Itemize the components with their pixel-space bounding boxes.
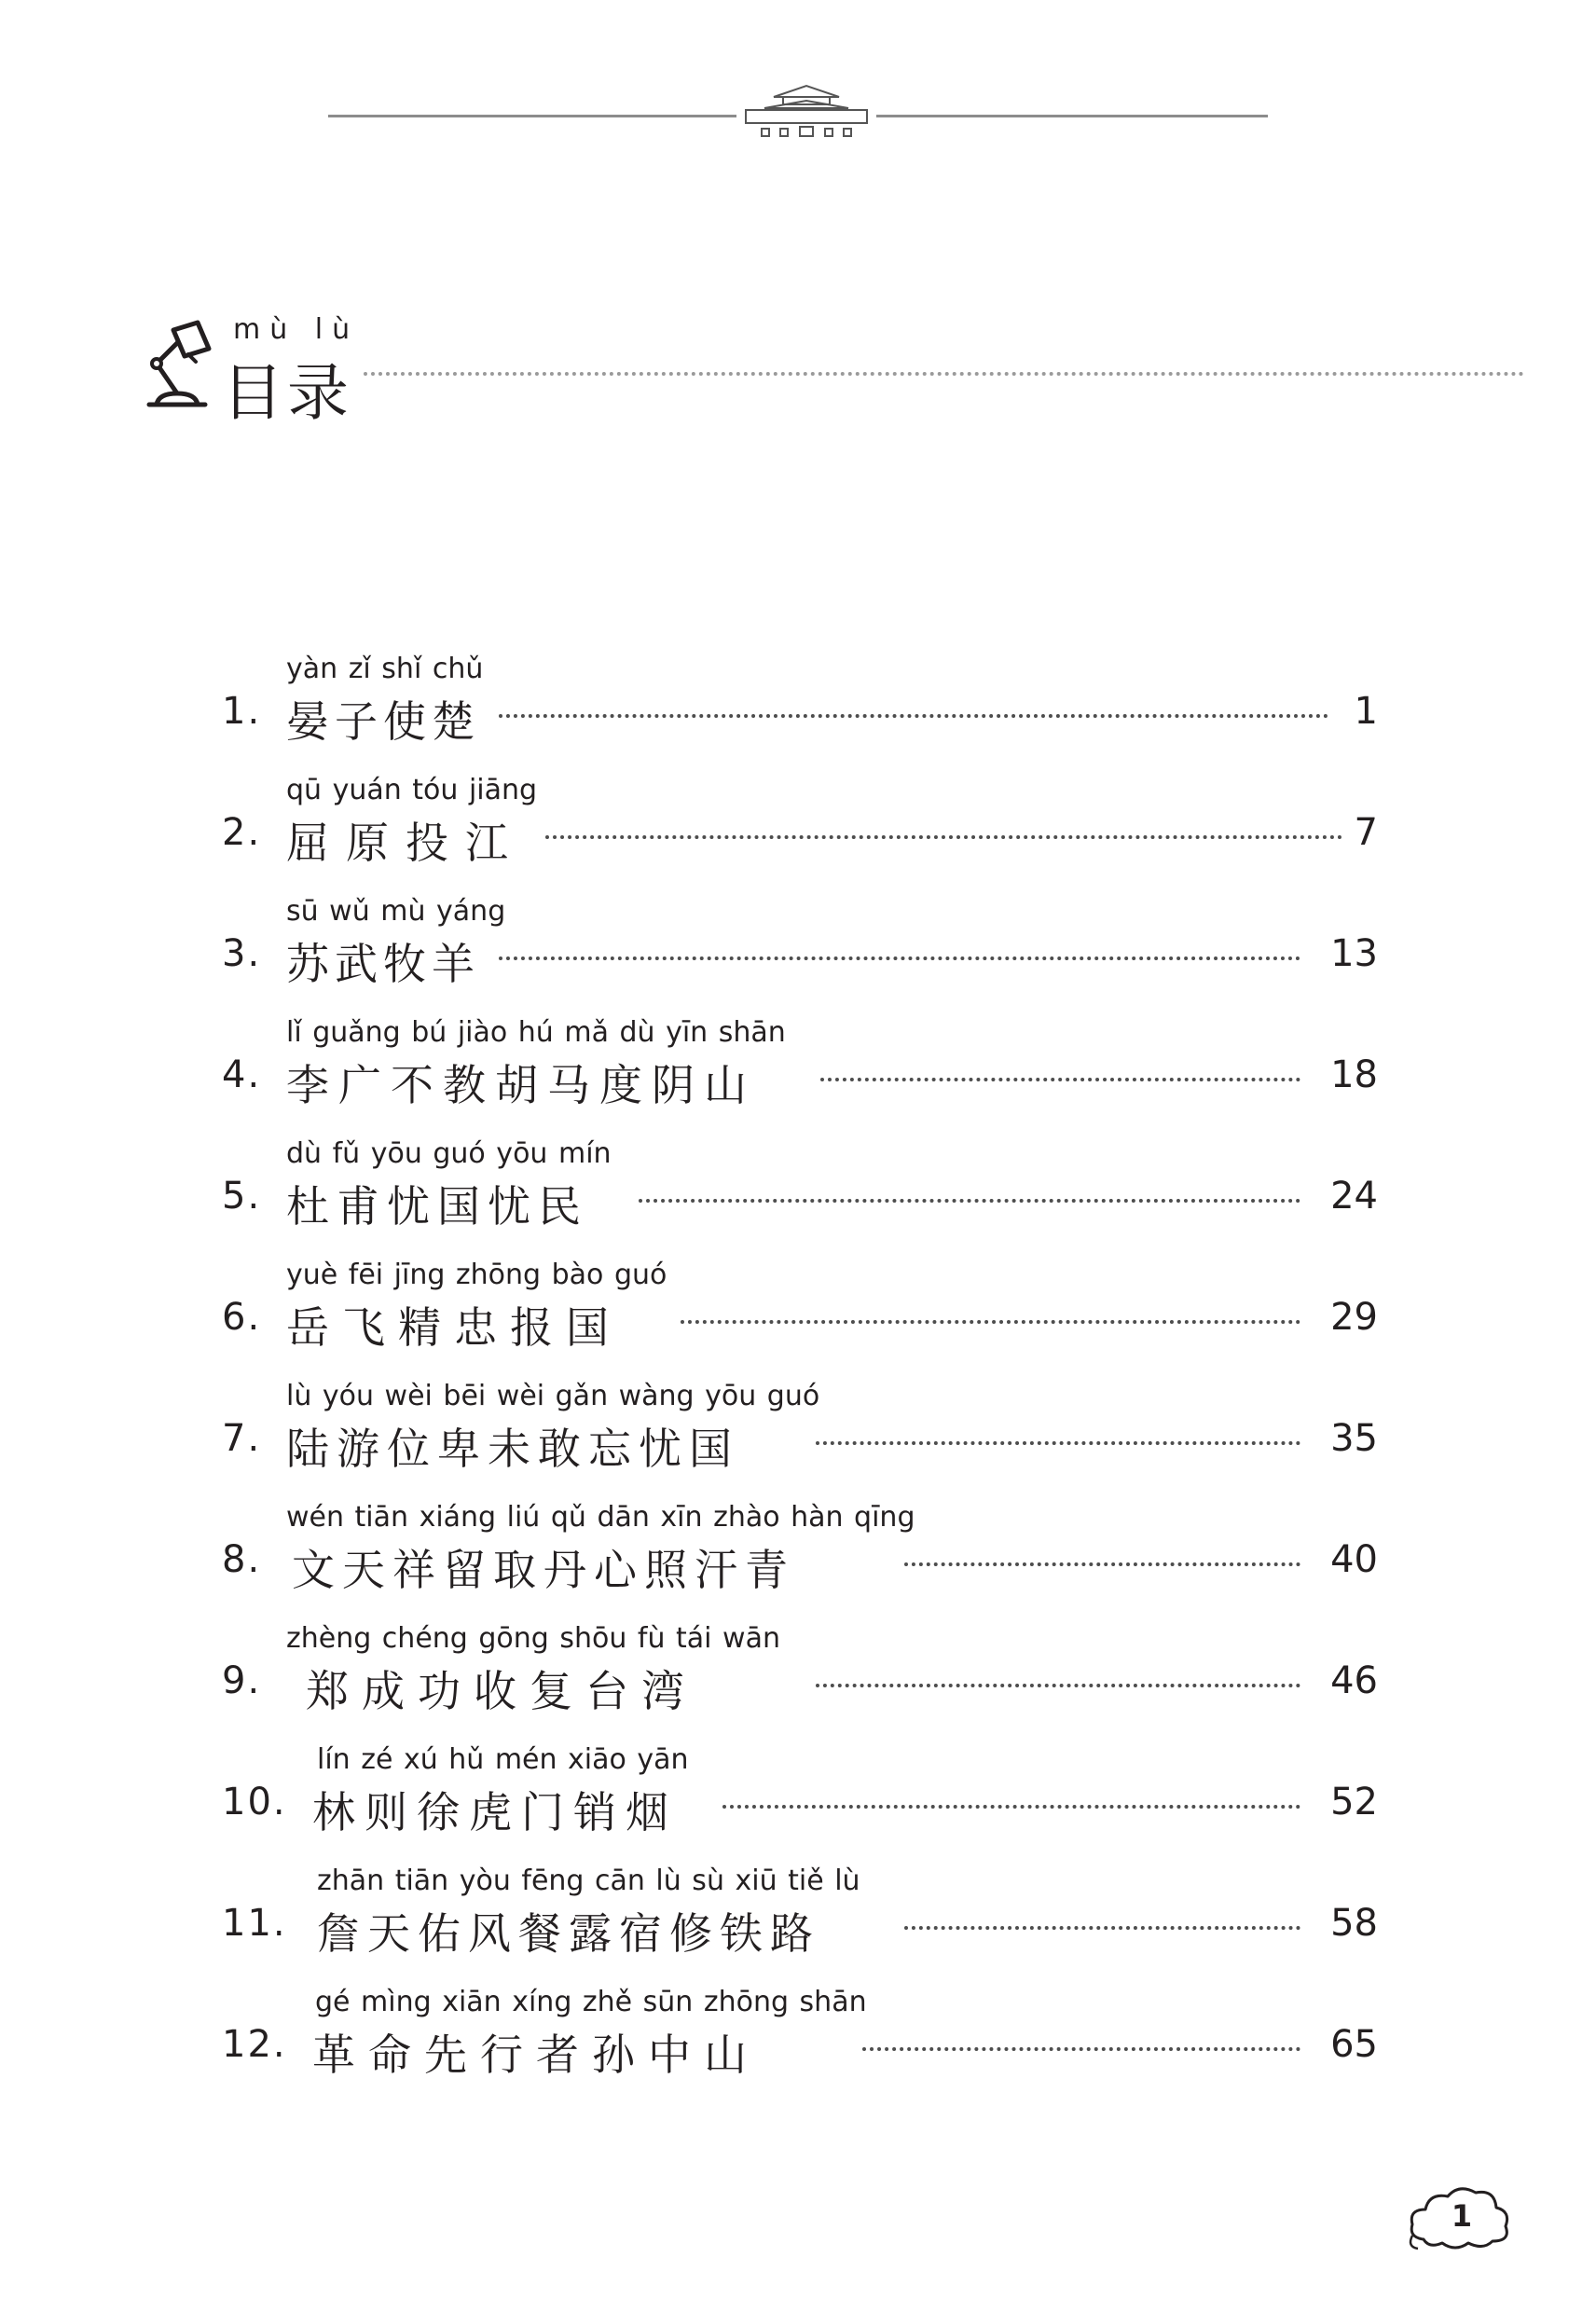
dot-leader	[904, 1926, 1300, 1930]
dot-leader	[639, 1199, 1300, 1203]
dot-leader	[545, 835, 1342, 839]
toc-entry[interactable]	[0, 653, 1596, 774]
entry-title: 李广不教胡马度阴山	[286, 1060, 756, 1110]
entry-number: 6.	[222, 1296, 262, 1339]
entry-number: 5.	[222, 1175, 262, 1218]
toc-entry[interactable]	[0, 1622, 1596, 1743]
toc-entry[interactable]	[0, 895, 1596, 1016]
entry-number: 9.	[222, 1659, 262, 1702]
entry-pinyin: dù fǔ yōu guó yōu mín	[286, 1137, 612, 1170]
toc-entry[interactable]	[0, 1380, 1596, 1501]
toc-entry[interactable]	[0, 774, 1596, 895]
dot-leader	[499, 956, 1300, 960]
entry-page: 24	[1330, 1175, 1378, 1218]
entry-title: 岳飞精忠报国	[286, 1302, 622, 1353]
entry-page: 35	[1330, 1417, 1378, 1460]
dot-leader	[816, 1441, 1300, 1445]
entry-number: 2.	[222, 811, 262, 854]
page-title: 目录	[222, 357, 352, 429]
tiananmen-gate-icon	[736, 80, 876, 140]
entry-title: 晏子使楚	[286, 696, 480, 747]
toc-entry[interactable]	[0, 1865, 1596, 1986]
dot-leader	[722, 1805, 1300, 1809]
toc-entry[interactable]	[0, 1986, 1596, 2107]
toc-heading	[140, 308, 1389, 429]
entry-page: 7	[1354, 811, 1378, 854]
toc-entry[interactable]	[0, 1137, 1596, 1259]
dot-leader	[499, 714, 1328, 718]
entry-pinyin: zhān tiān yòu fēng cān lù sù xiū tiě lù	[317, 1865, 860, 1897]
entry-pinyin: qū yuán tóu jiāng	[286, 774, 538, 806]
title-pinyin: mù lù	[233, 313, 360, 346]
entry-pinyin: gé mìng xiān xíng zhě sūn zhōng shān	[315, 1986, 867, 2018]
entry-page: 29	[1330, 1296, 1378, 1339]
toc-entry[interactable]	[0, 1016, 1596, 1137]
dot-leader	[820, 1078, 1300, 1081]
entry-title: 陆游位卑未敢忘忧国	[286, 1424, 739, 1474]
dot-leader	[681, 1320, 1300, 1324]
entry-number: 4.	[222, 1053, 262, 1096]
entry-number: 1.	[222, 690, 262, 733]
title-dotted-rule	[364, 372, 1524, 376]
entry-title: 林则徐虎门销烟	[312, 1787, 678, 1837]
entry-page: 52	[1330, 1781, 1378, 1823]
entry-pinyin: zhèng chéng gōng shōu fù tái wān	[286, 1622, 780, 1655]
entry-title: 苏武牧羊	[286, 939, 480, 989]
entry-number: 8.	[222, 1538, 262, 1581]
entry-page: 13	[1330, 932, 1378, 975]
entry-title: 詹天佑风餐露宿修铁路	[317, 1908, 820, 1959]
entry-pinyin: yuè fēi jīng zhōng bào guó	[286, 1259, 667, 1291]
entry-page: 1	[1354, 690, 1378, 733]
toc-entry[interactable]	[0, 1743, 1596, 1865]
entry-page: 18	[1330, 1053, 1378, 1096]
entry-number: 11.	[222, 1902, 287, 1945]
entry-page: 65	[1330, 2023, 1378, 2066]
entry-pinyin: wén tiān xiáng liú qǔ dān xīn zhào hàn qīng	[286, 1501, 915, 1534]
entry-title: 革命先行者孙中山	[312, 2030, 760, 2080]
entry-pinyin: lín zé xú hǔ mén xiāo yān	[317, 1743, 689, 1776]
entry-page: 58	[1330, 1902, 1378, 1945]
desk-lamp-icon	[140, 317, 214, 410]
entry-pinyin: sū wǔ mù yáng	[286, 895, 506, 928]
entry-number: 3.	[222, 932, 262, 975]
entry-number: 10.	[222, 1781, 287, 1823]
entry-title: 文天祥留取丹心照汗青	[292, 1545, 795, 1595]
entry-pinyin: yàn zǐ shǐ chǔ	[286, 653, 484, 685]
entry-title: 屈原投江	[286, 818, 525, 868]
entry-number: 7.	[222, 1417, 262, 1460]
dot-leader	[816, 1684, 1300, 1687]
entry-page: 46	[1330, 1659, 1378, 1702]
page-number: 1	[1451, 2198, 1473, 2234]
entry-number: 12.	[222, 2023, 287, 2066]
dot-leader	[862, 2047, 1300, 2051]
toc-list	[0, 653, 1596, 2107]
entry-pinyin: lù yóu wèi bēi wèi gǎn wàng yōu guó	[286, 1380, 820, 1412]
toc-entry[interactable]	[0, 1501, 1596, 1622]
entry-pinyin: lǐ guǎng bú jiào hú mǎ dù yīn shān	[286, 1016, 786, 1049]
dot-leader	[904, 1562, 1300, 1566]
toc-entry[interactable]	[0, 1259, 1596, 1380]
entry-title: 杜甫忧国忧民	[286, 1181, 588, 1232]
entry-title: 郑成功收复台湾	[306, 1666, 697, 1716]
entry-page: 40	[1330, 1538, 1378, 1581]
